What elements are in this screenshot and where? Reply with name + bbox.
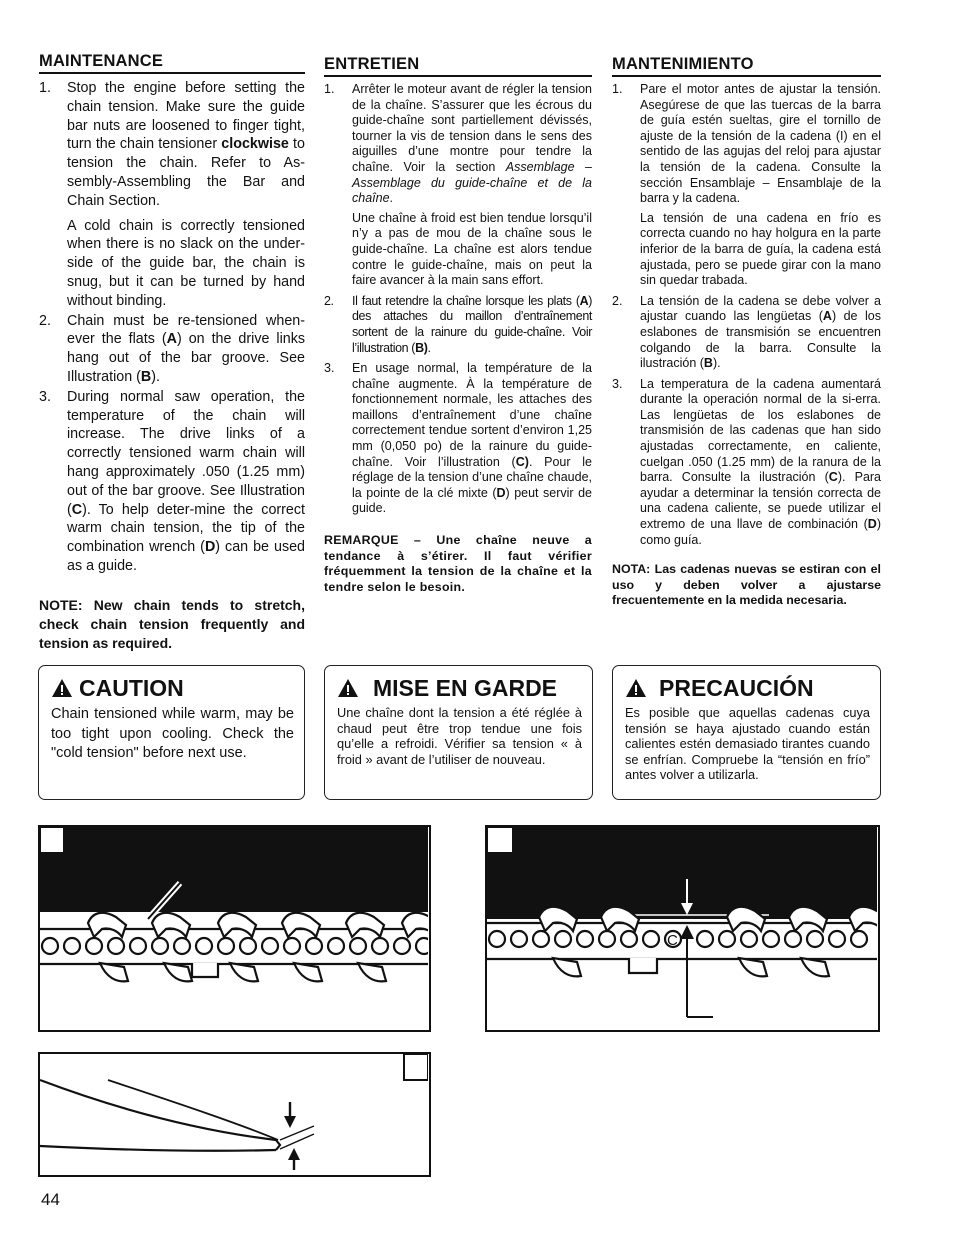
instruction-list-english <box>39 79 305 576</box>
list-item: 2. Il faut retendre la chaîne lorsque les plats (A) des attaches du maillon d’entraînement sortent de la rainure du guide-chaîne. Voir l’illustration (B). <box>324 293 592 355</box>
spanish-column <box>612 52 881 609</box>
section-heading-english: MAINTENANCE <box>39 52 305 74</box>
caution-box-english <box>38 665 305 800</box>
chain-drawing <box>487 827 877 1029</box>
caution-body: Chain tensioned while warm, may be too tight upon cooling. Check the "cold tension" before next use. <box>51 706 294 761</box>
list-item: 3. La temperatura de la cadena aumentará durante la operación normal de la si-erra. Las lengüetas de los eslabones de transmisión de las cadenas que han sido ajustadas correctamente, en caliente, cuelgan .050 (1.25 mm) de la ranura de la barra. Consulte la ilustración (C). Para ayudar a determinar la tensión correcta de una cadena caliente, se puede utilizar el extremo de una llave de combinación (D) como guía. <box>612 376 882 547</box>
instruction-list-spanish <box>612 82 881 548</box>
list-item: 1. Arrêter le moteur avant de régler la tension de la chaîne. S’assurer que les écrous du guide-chaîne sont partiellement dévissés, tourner la vis de tension dans le sens des aiguilles d’une montre pour tendre la chaîne. Voir la section Assemblage – Assemblage du guide-chaîne et de la chaîne. Une chaîne à froid est bien tendue lorsqu’il n’y a pas de mou de la chaîne sous le guide-chaîne. La chaîne est alors tendue contre le guide-chaîne, mais on peut la faire avancer à la main sans effort. <box>324 82 592 288</box>
caution-title: CAUTION <box>79 675 184 701</box>
caution-title: MISE EN GARDE <box>373 675 558 701</box>
figure-label-box <box>404 1054 428 1080</box>
list-item: 1. Stop the engine before setting the chain tension. Make sure the guide bar nuts are loosened to finger tight, turn the chain tensioner clockwise to tension the chain. Refer to As-sembly-Assembling the Bar and Chain Section. A cold chain is correctly tensioned when there is no slack on the under-side of the guide bar, the chain is snug, but it can be turned by hand without binding. <box>39 80 305 309</box>
chain-drawing <box>40 827 428 1029</box>
caution-box-french <box>324 665 593 800</box>
figure-label-box <box>40 827 64 853</box>
note-french: REMARQUE – Une chaîne neuve a tendance à s’étirer. Il faut vérifier fréquemment la tension de la chaîne et la tendre selon le besoin. <box>324 533 592 594</box>
wrench-drawing <box>40 1054 428 1174</box>
english-column <box>39 52 305 653</box>
french-column <box>324 52 592 595</box>
section-heading-french: ENTRETIEN <box>324 55 592 77</box>
caution-box-spanish <box>612 665 881 800</box>
figure-label-box <box>487 827 513 853</box>
list-item: 1. Pare el motor antes de ajustar la tensión. Asegúrese de que las tuercas de la barra de guía estén sueltas, gire el tornillo de ajuste de la tensión de la cadena (I) en el sentido de las agujas del reloj para ajustar la tensión de la cadena. Consulte la sección Ensamblaje – Ensamblaje de la barra y la cadena. La tensión de una cadena en frío es correcta cuando no hay holgura en la parte inferior de la barra de guía, la cadena está ajustada, pero se puede girar con la mano sin quedar trabada. <box>612 82 881 288</box>
note-english: NOTE: New chain tends to stretch, check chain tension frequently and tension as required. <box>39 596 305 651</box>
list-item: 2. La tensión de la cadena se debe volver a ajustar cuando las lengüetas (A) de los eslabones de transmisión se encuentren colgando de la barra. Consulte la ilustración (B). <box>612 293 881 371</box>
figure-letter-c: C <box>667 932 678 949</box>
caution-body: Es posible que aquellas cadenas cuya tensión se haya ajustado cuando están calientes estén demasiado tirantes cuando se enfrían. Compruebe la “tensión en frío” antes volver a utilizarla. <box>625 705 870 783</box>
illustration-wrench-gauge <box>38 1052 431 1177</box>
warning-triangle-icon <box>625 678 647 698</box>
note-spanish: NOTA: Las cadenas nuevas se estiran con el uso y deben volver a ajustarse frecuentemente en la medida necesaria. <box>612 562 881 608</box>
page-number: 44 <box>41 1190 60 1209</box>
caution-body: Une chaîne dont la tension a été réglée à chaud peut être trop tendue une fois qu’elle a refroidi. Vérifier sa tension « à froid » avant de l’utiliser de nouveau. <box>337 705 582 767</box>
list-item: 3. En usage normal, la température de la chaîne augmente. À la température de fonctionnement normale, les attaches des maillons d’entraînement d’une chaîne correctement tendue sortent d’environ 1,25 mm (0,050 po) de la rainure du guide-chaîne. Voir l’illustration (C). Pour le réglage de la tension d’une chaîne chaude, la pointe de la clé mixte (D) peut servir de guide. <box>324 361 593 516</box>
section-heading-spanish: MANTENIMIENTO <box>612 55 881 77</box>
warning-triangle-icon <box>337 678 359 698</box>
caution-title: PRECAUCIÓN <box>659 675 814 701</box>
warning-triangle-icon <box>51 678 73 698</box>
illustration-chain-warm <box>485 825 880 1032</box>
illustration-chain-cold <box>38 825 431 1032</box>
instruction-list-french <box>324 82 592 517</box>
list-item: 2. Chain must be re-tensioned when-ever the flats (A) on the drive links hang out of the bar groove. See Illustration (B). <box>39 312 306 385</box>
list-item: 3. During normal saw operation, the temperature of the chain will increase. The drive links of a correctly tensioned warm chain will hang approximately .050 (1.25 mm) out of the bar groove. See Illustration (C). To help deter-mine the correct warm chain tension, the tip of the combination wrench (D) can be used as a guide. <box>39 388 305 574</box>
